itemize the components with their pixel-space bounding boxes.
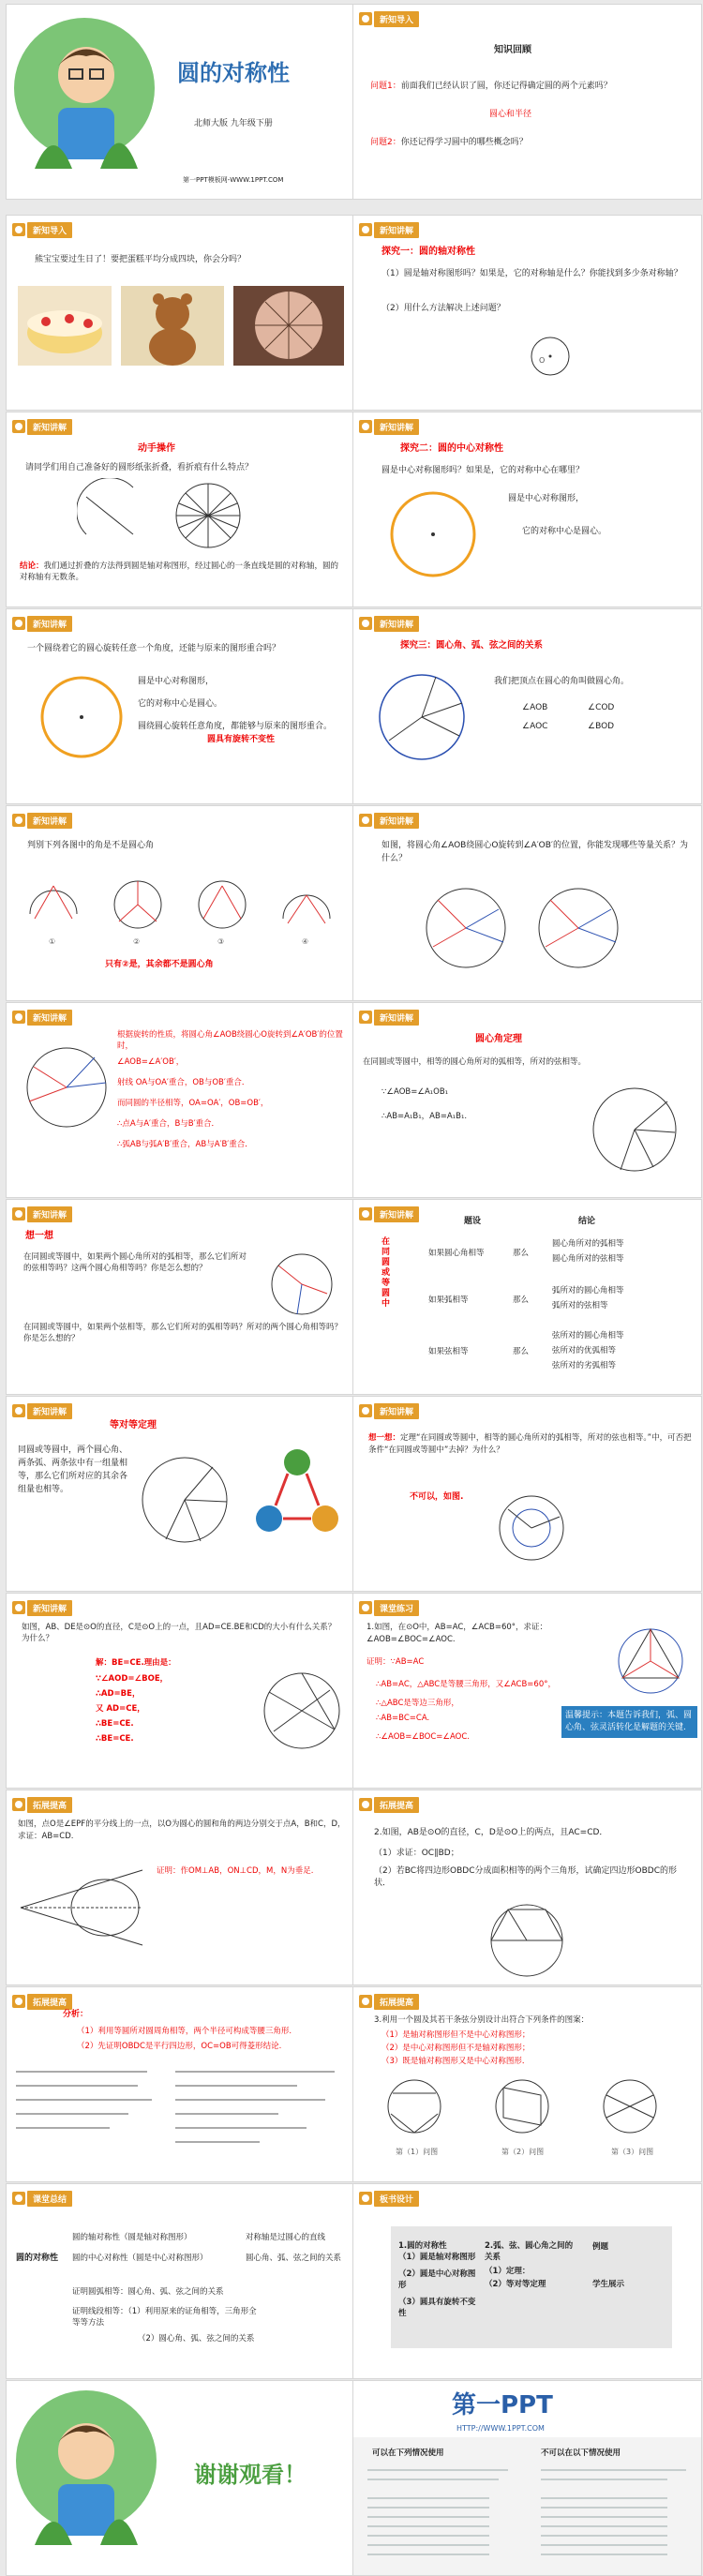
res1a: 圆心角所对的弧相等 (552, 1239, 624, 1249)
answer: 不可以，如图. (410, 1492, 464, 1502)
slide-extension2 (352, 1790, 702, 1985)
subtitle: 北师大版 九年级下册 (194, 119, 273, 128)
cake-images (18, 286, 344, 366)
section-tag: 新知导入 (374, 11, 419, 27)
trophy-icon (359, 2192, 372, 2205)
sol-4: ∴BE=CE. (96, 1719, 134, 1729)
practice-circle (606, 1622, 696, 1697)
heading: 探究一：圆的轴对称性 (381, 247, 475, 257)
slide-title (6, 4, 355, 200)
slide-rotation (6, 608, 355, 804)
question1: （1）圆是轴对称图形吗？如果是，它的对称轴是什么？你能找到多少条对称轴？ (381, 269, 682, 278)
slide-center-symmetry (352, 412, 702, 607)
section-tag: 拓展提高 (374, 1994, 419, 2010)
summary-root: 圆的对称性 (16, 2254, 59, 2263)
question: 判别下列各图中的角是不是圆心角 (27, 841, 155, 850)
then-1: 那么 (513, 1249, 530, 1258)
slide-axis-symmetry (352, 215, 702, 411)
slide-think2 (352, 1396, 702, 1592)
heading: 想一想 (25, 1231, 53, 1241)
cond-chord: 如果弦相等 (428, 1347, 469, 1356)
slide-practice (352, 1593, 702, 1789)
usage-text-lines (367, 2465, 691, 2569)
res3a: 弦所对的圆心角相等 (552, 1331, 624, 1340)
rotation-figures (419, 881, 644, 984)
proof-3: ∴AB=BC=CA. (376, 1714, 430, 1723)
sol-3: 又 AD=CE， (96, 1704, 145, 1714)
theorem: 同圆或等圆中，两个圆心角、两条弧、两条弦中有一组量相等，那么它们所对应的其余各组量也相等。 (18, 1445, 128, 1494)
trophy-icon (359, 1798, 372, 1811)
proof-line-2: ∠AOB=∠A′OB′， (117, 1057, 185, 1067)
think-text: 定理“在同圆或等圆中，相等的圆心角所对的弧相等，所对的弦也相等。”中，可否把条件“在同圆或等圆中”去掉？为什么？ (368, 1433, 692, 1455)
trophy-icon (359, 223, 372, 236)
res2a: 弧所对的圆心角相等 (552, 1286, 624, 1295)
trophy-icon (359, 617, 372, 630)
section-tag: 拓展提高 (374, 1797, 419, 1813)
res3c: 弦所对的劣弧相等 (552, 1361, 617, 1370)
cannot-use-heading: 不可以在以下情况使用 (541, 2449, 621, 2458)
slide-design (352, 1986, 702, 2182)
summary-b2: 圆的中心对称性（圆是中心对称图形） (72, 2254, 208, 2263)
q2: （2）若BC将四边形OBDC分成面积相等的两个三角形，试确定四边形OBDC的形状． (374, 1866, 677, 1888)
angle-bisector-figure (16, 1856, 147, 1959)
trophy-icon (12, 1207, 25, 1221)
figure-label-3: ③ (217, 937, 225, 946)
angle-cod: ∠COD (588, 703, 615, 712)
answer2: 它的对称中心是圆心。 (138, 699, 223, 709)
slide-think (6, 1199, 355, 1395)
cond-angle: 如果圆心角相等 (428, 1249, 485, 1258)
slide-table (352, 1199, 702, 1395)
section-tag: 新知讲解 (374, 419, 419, 435)
boy-illustration (35, 28, 138, 169)
section-tag: 新知讲解 (374, 1403, 419, 1419)
trophy-icon (359, 814, 372, 827)
heading: 探究三：圆心角、弧、弦之间的关系 (400, 640, 544, 651)
fold-figures (77, 478, 264, 553)
trophy-icon (12, 1798, 25, 1811)
slide-title-text: 圆的对称性 (177, 60, 290, 86)
q2: 你还记得学习圆中的哪些概念吗？ (400, 138, 528, 147)
boy-illustration (35, 2404, 138, 2545)
slide-rotation-proof (6, 1002, 355, 1198)
board-c2-1: （1）定理： (485, 2267, 531, 2276)
slide-rotate-angle (352, 805, 702, 1001)
caption-3: 第（3）问图 (611, 2148, 654, 2156)
center-label: O (539, 356, 546, 365)
concentric-circles (494, 1490, 569, 1565)
circle-figure (35, 670, 128, 764)
sol-1: ∵∠AOD=∠BOE， (96, 1674, 169, 1684)
section-tag: 拓展提高 (27, 1797, 72, 1813)
res3b: 弦所对的优弧相等 (552, 1346, 617, 1355)
trophy-icon (12, 617, 25, 630)
think-circle (260, 1247, 344, 1322)
section-tag: 新知讲解 (374, 616, 419, 632)
slide-review (352, 4, 702, 200)
proof-line-3: 射线 OA与OA′重合，OB与OB′重合． (117, 1078, 250, 1087)
col-premise: 题设 (464, 1217, 482, 1226)
proof-0: 证明：∵AB=AC (366, 1657, 425, 1667)
figure-label-4: ④ (302, 937, 309, 946)
thanks-text: 谢谢观看！ (194, 2462, 307, 2488)
heading: 探究二：圆的中心对称性 (400, 443, 503, 454)
board-c2-0: 2.弧、弦、圆心角之间的关系 (485, 2241, 574, 2262)
tip-note: 温馨提示：本题告诉我们，弧、圆心角、弦灵活转化是解题的关键. (561, 1706, 697, 1738)
section-tag: 新知讲解 (374, 1206, 419, 1222)
then-3: 那么 (513, 1347, 530, 1356)
conclusion-label: 结论： (20, 562, 44, 571)
footer: 第一PPT模板网-WWW.1PPT.COM (183, 176, 284, 184)
question: 一个圆绕着它的圆心旋转任意一个角度，还能与原来的图形重合吗？ (27, 644, 281, 653)
analysis-1: （1）利用等圆所对圆周角相等，两个半径可构成等腰三角形. (77, 2027, 292, 2036)
question: 如图，AB、DE是⊙O的直径，C是⊙O上的一点，且AD=CE.BE和CD的大小有什么关系？为什么？ (22, 1623, 337, 1643)
trophy-icon (359, 1011, 372, 1024)
heading: 等对等定理 (110, 1420, 157, 1430)
trophy-icon (359, 1601, 372, 1614)
equal-figure (133, 1444, 349, 1556)
brand-url: HTTP://WWW.1PPT.COM (456, 2424, 545, 2433)
caption-2: 第（2）问图 (501, 2148, 545, 2156)
trophy-icon (359, 420, 372, 433)
instruction: 请同学们用自己准备好的圆形纸张折叠，看折痕有什么特点？ (25, 463, 254, 472)
proof: 证明：作OM⊥AB，ON⊥CD，M，N为垂足. (157, 1866, 314, 1876)
heading: 圆心角定理 (475, 1034, 522, 1044)
circle-figure (527, 333, 574, 380)
heading: 动手操作 (138, 443, 175, 454)
board-c3-1: 学生展示 (592, 2280, 625, 2289)
sol-0: 解：BE=CE.理由是： (96, 1658, 176, 1668)
col-conclusion: 结论 (578, 1217, 596, 1226)
solution-text-lines (16, 2062, 344, 2165)
req2: （2）是中心对称图形但不是轴对称图形； (381, 2044, 531, 2053)
question: 如图，将圆心角∠AOB绕圆心O旋转到∠A′OB′的位置，你能发现哪些等量关系？为什么？ (381, 841, 688, 863)
section-tag: 新知讲解 (27, 419, 72, 435)
slide-central-angle-theorem (352, 1002, 702, 1198)
trophy-icon (12, 1404, 25, 1417)
q1: 前面我们已经认识了圆，你还记得确定圆的两个元素吗？ (400, 82, 612, 91)
proof-2: ∴△ABC是等边三角形， (376, 1699, 459, 1708)
example-circle (255, 1664, 349, 1758)
res2b: 弧所对的弦相等 (552, 1301, 608, 1310)
trophy-icon (359, 1404, 372, 1417)
section-tag: 新知讲解 (27, 813, 72, 829)
answer1: 圆是中心对称图形， (138, 677, 215, 686)
summary-b1r: 对称轴是过圆心的直线 (246, 2233, 326, 2242)
section-tag: 拓展提高 (27, 1994, 72, 2010)
question: 3.利用一个圆及其若干条弦分别设计出符合下列条件的图案： (374, 2015, 590, 2025)
section-tag: 新知讲解 (374, 1010, 419, 1026)
section-tag: 板书设计 (374, 2191, 419, 2207)
section-tag: 课堂练习 (374, 1600, 419, 1616)
conclusion: 我们通过折叠的方法得到圆是轴对称图形，经过圆心的一条直线是圆的对称轴，圆的对称轴有无数条。 (20, 562, 339, 582)
trophy-icon (12, 1601, 25, 1614)
slide-analysis (6, 1986, 355, 2182)
paragraph1: 在同圆或等圆中，如果两个圆心角所对的弧相等，那么它们所对的弦相等吗？这两个圆心角相等吗？你是怎么想的？ (23, 1252, 247, 1273)
trophy-icon (12, 2192, 25, 2205)
section-tag: 新知讲解 (27, 616, 72, 632)
section-tag: 新知讲解 (27, 1403, 72, 1419)
q2-label: 问题2： (370, 138, 401, 147)
answer1: 圆心和半径 (489, 110, 532, 119)
summary-b1: 圆的轴对称性（圆是轴对称图形） (72, 2233, 192, 2242)
heading: 知识回顾 (494, 45, 531, 55)
sol-5: ∴BE=CE. (96, 1734, 134, 1744)
paragraph2: 在同圆或等圆中，如果两个弦相等，那么它们所对的弧相等吗？所对的两个圆心角相等吗？你是怎么想的？ (23, 1323, 343, 1343)
proof-line-4: 而同圆的半径相等，OA=OA′，OB=OB′， (117, 1099, 269, 1108)
angle-circle-figure (370, 666, 478, 773)
section-tag: 新知讲解 (27, 1010, 72, 1026)
slide-central-angle (352, 608, 702, 804)
summary-b2r: 圆心角、弧、弦之间的关系 (246, 2254, 342, 2263)
board-c2-2: （2）等对等定理 (485, 2280, 546, 2289)
proof-1: ∴AB=AC，△ABC是等腰三角形，又∠ACB=60°， (376, 1680, 556, 1689)
angle-bod: ∠BOD (588, 722, 615, 731)
summary-b5: （2）圆心角、弧、弦之间的关系 (138, 2334, 255, 2344)
conclusion: ∴AB=A₁B₁，AB=A₁B₁. (381, 1112, 468, 1121)
answer1: 圆是中心对称图形， (508, 494, 585, 503)
slide-extension1 (6, 1790, 355, 1985)
trophy-icon (12, 223, 25, 236)
trophy-icon (12, 814, 25, 827)
slide-equal-theorem (6, 1396, 355, 1592)
proof-4: ∴∠AOB=∠BOC=∠AOC. (376, 1732, 470, 1742)
sol-2: ∴AD=BE， (96, 1689, 141, 1699)
summary-b4: 证明线段相等：（1）利用原来的证角相等，三角形全等等方法 (72, 2307, 257, 2328)
trophy-icon (12, 1995, 25, 2008)
figure-label-2: ② (133, 937, 141, 946)
theorem: 在同圆或等圆中，相等的圆心角所对的弧相等，所对的弦相等。 (363, 1057, 587, 1067)
analysis-2: （2）先证明OBDC是平行四边形，OC=OB可得菱形结论. (77, 2042, 282, 2051)
brand-logo: 第一PPT (452, 2391, 553, 2419)
answer3: 圆绕圆心旋转任意角度，都能够与原来的图形重合。 (138, 722, 333, 731)
cake-question: 熊宝宝要过生日了！要把蛋糕平均分成四块，你会分吗？ (35, 255, 247, 264)
slide-fold (6, 412, 355, 607)
trophy-icon (12, 420, 25, 433)
question: 圆是中心对称图形吗？如果是，它的对称中心在哪里？ (381, 466, 585, 475)
slide-board-design (352, 2183, 702, 2379)
q1-label: 问题1： (370, 82, 401, 91)
board-c1-1: （1）圆是轴对称图形 (398, 2253, 476, 2262)
trophy-icon (12, 1011, 25, 1024)
caption-1: 第（1）问图 (396, 2148, 439, 2156)
proof-line-5: ∴点A与A′重合，B与B′重合． (117, 1119, 220, 1129)
four-figures (16, 867, 349, 933)
definition: 我们把顶点在圆心的角叫做圆心角。 (494, 677, 630, 686)
section-tag: 新知讲解 (27, 1206, 72, 1222)
question: 1.如图，在⊙O中，AB=AC，∠ACB=60°，求证：∠AOB=∠BOC=∠AOC. (366, 1623, 548, 1644)
res1b: 圆心角所对的弦相等 (552, 1254, 624, 1264)
board-c3-0: 例题 (592, 2242, 609, 2252)
board-c1-2: （2）圆是中心对称图形 (398, 2269, 476, 2290)
answer: 只有②是，其余都不是圆心角 (105, 960, 214, 969)
cond-arc: 如果弧相等 (428, 1295, 469, 1305)
answer2: 它的对称中心是圆心。 (522, 527, 607, 536)
question: 如图，点O是∠EPF的平分线上的一点，以O为圆心的圆和角的两边分别交于点A，B和C，D，求证：AB=CD. (18, 1820, 346, 1841)
slide-summary (6, 2183, 355, 2379)
slide-cake (6, 215, 355, 411)
angle-aob: ∠AOB (522, 703, 548, 712)
theorem-circle (583, 1078, 696, 1191)
board-c1-0: 1.圆的对称性 (398, 2241, 447, 2251)
section-tag: 新知讲解 (374, 813, 419, 829)
proof-line-6: ∴弧AB与弧A′B′重合，AB与A′B′重合． (117, 1140, 253, 1149)
section-tag: 新知导入 (27, 222, 72, 238)
question2: （2）用什么方法解决上述问题？ (381, 304, 505, 313)
q1: （1）求证：OC∥BD； (374, 1849, 459, 1858)
slide-thanks (6, 2380, 355, 2576)
req1: （1）是轴对称图形但不是中心对称图形； (381, 2030, 531, 2040)
slide-judge (6, 805, 355, 1001)
given: ∵∠AOB=∠A₁OB₁ (381, 1087, 449, 1097)
question: 2.如图，AB是⊙O的直径，C，D是⊙O上的两点，且AC=CD． (374, 1828, 608, 1837)
circle-figure (386, 487, 480, 581)
analysis-label: 分析： (63, 2010, 89, 2019)
design-circles (381, 2076, 681, 2142)
angle-aoc: ∠AOC (522, 722, 548, 731)
slide-brand (352, 2380, 702, 2576)
figure-label-1: ① (49, 937, 56, 946)
slide-example (6, 1593, 355, 1789)
trophy-icon (359, 1207, 372, 1221)
section-tag: 新知讲解 (374, 222, 419, 238)
proof-circle (20, 1041, 113, 1134)
proof-line-1: 根据旋转的性质，将圆心角∠AOB绕圆心O旋转到∠A′OB′的位置时， (117, 1030, 343, 1051)
trophy-icon (359, 1995, 372, 2008)
rotation-invariance: 圆具有旋转不变性 (207, 735, 276, 744)
extension-circle (475, 1898, 578, 1983)
section-tag: 新知讲解 (27, 1600, 72, 1616)
think-label: 想一想： (368, 1433, 401, 1443)
then-2: 那么 (513, 1295, 530, 1305)
can-use-heading: 可以在下列情况使用 (372, 2449, 444, 2458)
slide-header (359, 10, 419, 27)
board-c1-3: （3）圆具有旋转不变性 (398, 2298, 476, 2318)
trophy-icon (359, 12, 372, 25)
req3: （3）既是轴对称图形又是中心对称图形． (381, 2057, 531, 2066)
section-tag: 课堂总结 (27, 2191, 72, 2207)
summary-b3: 证明圆弧相等：圆心角、弧、弦之间的关系 (72, 2287, 224, 2297)
side-label: 在同圆或等圆中 (381, 1237, 391, 1309)
